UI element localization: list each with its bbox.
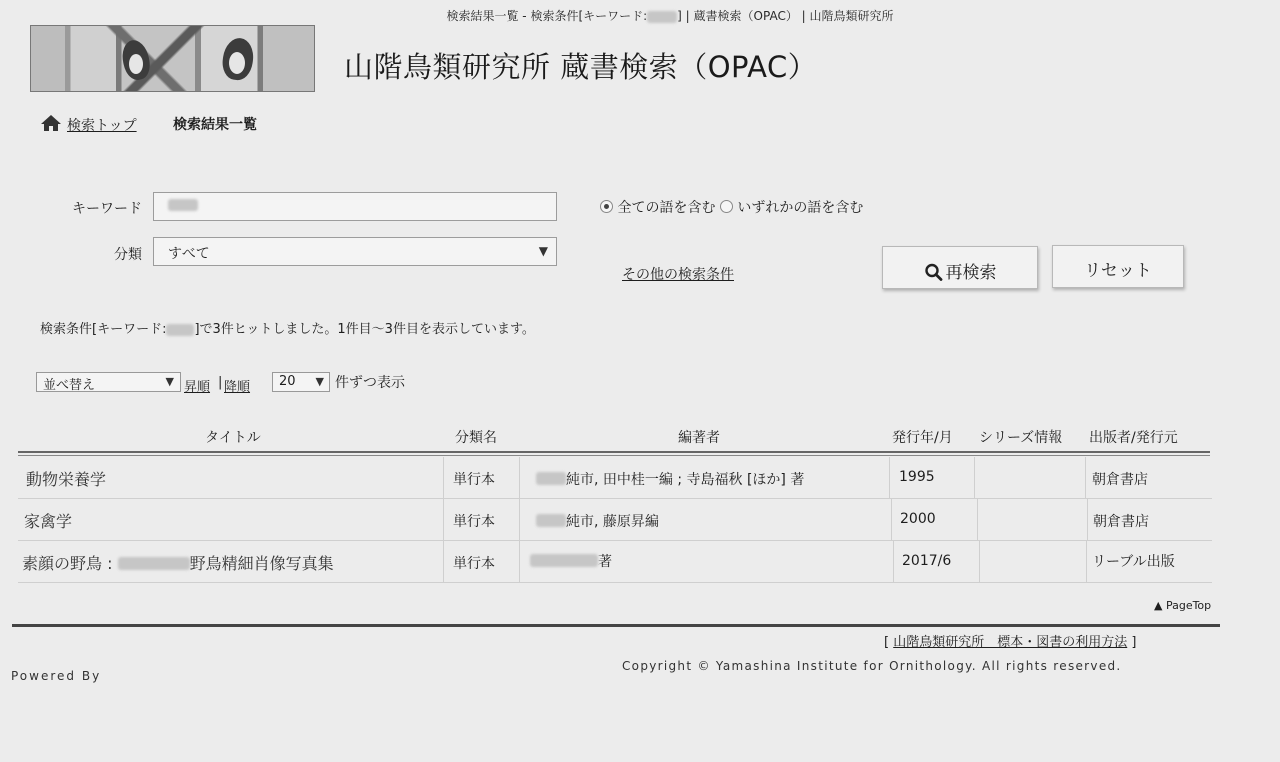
match-any-radio[interactable] bbox=[720, 200, 733, 213]
dropdown-arrow-icon: ▼ bbox=[315, 375, 324, 388]
table-row bbox=[18, 457, 1212, 499]
book-title-link[interactable] bbox=[18, 541, 443, 582]
breadcrumb-current: 検索結果一覧 bbox=[173, 117, 257, 133]
window-title-suffix: ] | 蔵書検索（OPAC） | 山階鳥類研究所 bbox=[677, 9, 894, 23]
table-header-rule bbox=[18, 455, 1210, 456]
reset-button[interactable]: リセット bbox=[1052, 245, 1184, 288]
book-title-part: 野鳥精細肖像写真集 bbox=[189, 554, 334, 573]
research-button[interactable] bbox=[882, 246, 1038, 289]
per-page-value: 20 bbox=[279, 374, 296, 389]
keyword-label: キーワード bbox=[72, 201, 142, 217]
search-icon bbox=[924, 263, 944, 281]
column-header-series: シリーズ情報 bbox=[979, 430, 1063, 446]
footer-bracket: ] bbox=[1127, 635, 1137, 650]
breadcrumb-search-top-link[interactable]: 検索トップ bbox=[67, 118, 137, 134]
redacted-keyword bbox=[168, 199, 198, 211]
sort-separator: | bbox=[218, 375, 223, 390]
sort-ascending-link[interactable]: 昇順 bbox=[184, 380, 211, 395]
category-select[interactable] bbox=[153, 237, 557, 266]
per-page-select[interactable] bbox=[272, 372, 330, 392]
author-cell bbox=[519, 541, 893, 582]
column-header-date: 発行年/月 bbox=[892, 430, 953, 446]
publisher-cell: リーブル出版 bbox=[1086, 541, 1212, 582]
publisher-cell: 朝倉書店 bbox=[1085, 457, 1212, 498]
date-cell: 2017/6 bbox=[893, 541, 979, 582]
match-all-option[interactable] bbox=[600, 200, 715, 216]
category-cell: 単行本 bbox=[443, 541, 519, 582]
home-icon[interactable] bbox=[40, 114, 62, 132]
series-cell bbox=[979, 541, 1086, 582]
column-header-author: 編著者 bbox=[678, 430, 720, 446]
date-cell: 2000 bbox=[891, 499, 977, 540]
author-cell bbox=[519, 457, 889, 498]
redacted-keyword bbox=[647, 11, 677, 23]
book-title-part: 素顔の野鳥 : bbox=[22, 554, 118, 573]
result-summary-suffix: ]で3件ヒットしました。1件目～3件目を表示しています。 bbox=[194, 322, 535, 337]
site-title: 山階鳥類研究所 蔵書検索（OPAC） bbox=[344, 50, 818, 84]
result-summary-prefix: 検索条件[キーワード: bbox=[40, 322, 167, 337]
other-conditions-link[interactable]: その他の検索条件 bbox=[622, 267, 734, 283]
redacted-author bbox=[530, 554, 598, 567]
author-text: 著 bbox=[598, 554, 612, 570]
table-row bbox=[18, 499, 1212, 541]
footer-bracket: [ bbox=[884, 635, 894, 650]
author-text: 純市, 藤原昇編 bbox=[566, 514, 659, 530]
copyright: Copyright © Yamashina Institute for Ornithology. All rights reserved. bbox=[622, 659, 1122, 673]
page-top-link[interactable]: ▲ PageTop bbox=[1154, 599, 1212, 612]
match-any-label[interactable]: いずれかの語を含む bbox=[737, 200, 864, 216]
footer-links bbox=[884, 631, 1136, 650]
sort-descending-link[interactable]: 降順 bbox=[224, 380, 251, 395]
redacted-keyword bbox=[166, 324, 194, 336]
redacted-author bbox=[536, 472, 566, 485]
date-cell: 1995 bbox=[889, 457, 974, 498]
book-title-link[interactable]: 動物栄養学 bbox=[26, 470, 107, 489]
dropdown-arrow-icon: ▼ bbox=[538, 244, 548, 258]
sort-order-value: 並べ替え bbox=[43, 378, 96, 393]
match-any-option[interactable] bbox=[720, 200, 863, 216]
redacted-name bbox=[118, 557, 190, 570]
footer-rule bbox=[12, 624, 1220, 627]
per-page-label: 件ずつ表示 bbox=[335, 375, 405, 391]
column-header-title: タイトル bbox=[205, 430, 261, 446]
powered-by: Powered By bbox=[11, 669, 102, 683]
publisher-cell: 朝倉書店 bbox=[1087, 499, 1212, 540]
result-summary bbox=[40, 318, 535, 337]
research-button-label: 再検索 bbox=[945, 263, 997, 283]
site-banner-image bbox=[30, 25, 315, 92]
category-selected-value: すべて bbox=[168, 246, 210, 262]
bird-right-belly bbox=[229, 52, 245, 74]
dropdown-arrow-icon: ▼ bbox=[165, 375, 174, 388]
column-header-category: 分類名 bbox=[455, 430, 497, 446]
redacted-author bbox=[536, 514, 566, 527]
match-all-label[interactable]: 全ての語を含む bbox=[617, 200, 716, 216]
match-mode-radio-group bbox=[600, 197, 863, 217]
author-cell bbox=[519, 499, 891, 540]
category-cell: 単行本 bbox=[443, 457, 519, 498]
match-all-radio[interactable] bbox=[600, 200, 613, 213]
series-cell bbox=[977, 499, 1087, 540]
window-title-prefix: 検索結果一覧 - 検索条件[キーワード: bbox=[446, 9, 648, 23]
category-label: 分類 bbox=[114, 247, 142, 263]
column-header-publisher: 出版者/発行元 bbox=[1089, 430, 1178, 446]
author-text: 純市, 田中桂一編 ; 寺島福秋 [ほか] 著 bbox=[566, 472, 805, 488]
category-cell: 単行本 bbox=[443, 499, 519, 540]
book-title-link[interactable]: 家禽学 bbox=[24, 512, 73, 531]
window-title bbox=[0, 7, 1280, 24]
bird-left-belly bbox=[129, 54, 143, 74]
sort-order-select[interactable] bbox=[36, 372, 181, 392]
series-cell bbox=[974, 457, 1085, 498]
table-header-rule bbox=[18, 451, 1210, 453]
keyword-input[interactable] bbox=[153, 192, 557, 221]
usage-guide-link[interactable]: 山階鳥類研究所 標本・図書の利用方法 bbox=[893, 635, 1128, 650]
table-row bbox=[18, 541, 1212, 583]
